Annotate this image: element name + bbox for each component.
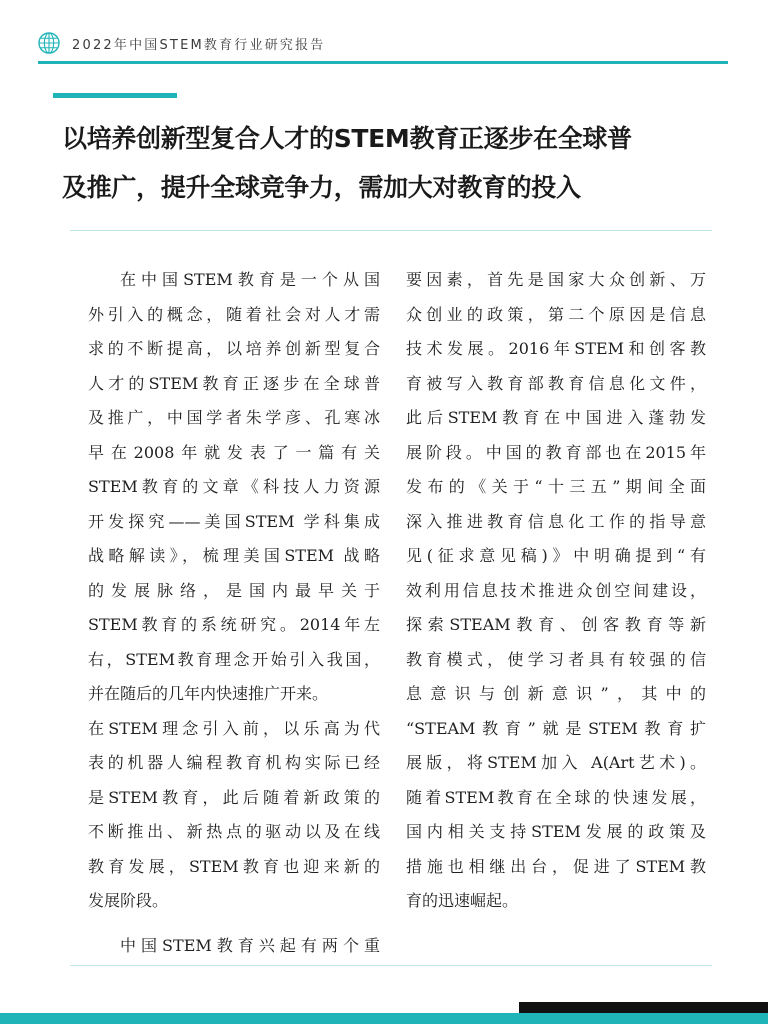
body-text-line: 战略解读》，梳理美国STEM 战略 bbox=[88, 546, 380, 565]
body-text-line: 人才的STEM教育正逐步在全球普 bbox=[88, 373, 380, 393]
report-title: 2022年中国STEM教育行业研究报告 bbox=[72, 37, 326, 53]
body-text-line: 并在随后的几年内快速推广开来。 bbox=[88, 684, 329, 703]
headline-accent-bar bbox=[53, 93, 177, 98]
body-text-line: 右，STEM教育理念开始引入我国， bbox=[88, 649, 380, 669]
body-text-line: 求的不断提高，以培养创新型复合 bbox=[88, 339, 380, 358]
body-text-line: 及推广，中国学者朱学彦、孔寒冰 bbox=[88, 408, 380, 427]
body-text-line: 是STEM教育，此后随着新政策的 bbox=[88, 787, 380, 807]
body-text-line: 措施也相继出台，促进了STEM教 bbox=[406, 856, 706, 876]
headline-line: 及推广，提升全球竞争力，需加大对教育的投入 bbox=[62, 173, 581, 202]
globe-icon bbox=[38, 32, 60, 54]
page-headline bbox=[62, 114, 734, 212]
content-bottom-divider bbox=[70, 965, 712, 966]
body-text-line: “STEAM教育”就是STEM教育扩 bbox=[406, 718, 706, 738]
body-text-line: 表的机器人编程教育机构实际已经 bbox=[88, 753, 380, 772]
body-text-line: 效利用信息技术推进众创空间建设， bbox=[406, 580, 706, 600]
body-text-line: 众创业的政策，第二个原因是信息 bbox=[406, 304, 706, 324]
body-text-line: 发展阶段。 bbox=[88, 891, 169, 910]
body-text-line: 要因素，首先是国家大众创新、万 bbox=[406, 270, 706, 289]
body-text-line: 早在2008年就发表了一篇有关 bbox=[88, 442, 380, 462]
body-text-line: STEM教育的文章《科技人力资源 bbox=[88, 477, 380, 496]
body-text-line: 探索STEAM教育、创客教育等新 bbox=[406, 615, 706, 634]
body-text-line: 在STEM理念引入前，以乐高为代 bbox=[88, 718, 380, 738]
footer-dark-band bbox=[519, 1002, 768, 1013]
body-text-line: 教育发展，STEM教育也迎来新的 bbox=[88, 856, 380, 876]
body-text-line: 外引入的概念，随着社会对人才需 bbox=[88, 304, 380, 324]
body-text-line: 开发探究——美国STEM 学科集成 bbox=[88, 511, 380, 531]
body-text-line: 国内相关支持STEM发展的政策及 bbox=[406, 822, 706, 841]
content-top-divider bbox=[70, 230, 712, 231]
body-text-line: 深入推进教育信息化工作的指导意 bbox=[406, 511, 706, 531]
body-text-line: 发布的《关于“十三五”期间全面 bbox=[406, 477, 706, 496]
body-left-column bbox=[88, 263, 380, 963]
body-text-line: STEM教育的系统研究。2014年左 bbox=[88, 615, 380, 634]
header-divider bbox=[38, 61, 728, 64]
body-right-column bbox=[406, 263, 706, 919]
body-text-line: 中国STEM教育兴起有两个重 bbox=[120, 935, 380, 955]
body-text-line: 技术发展。2016年STEM和创客教 bbox=[406, 339, 706, 358]
headline-line: 以培养创新型复合人才的STEM教育正逐步在全球普 bbox=[62, 124, 632, 153]
body-text-line: 展阶段。中国的教育部也在2015年 bbox=[406, 442, 706, 462]
body-text-line: 在中国STEM教育是一个从国 bbox=[120, 270, 380, 289]
body-text-line: 展版，将STEM加入 A(Art艺术)。 bbox=[406, 753, 706, 772]
body-text-line: 此后STEM教育在中国进入蓬勃发 bbox=[406, 408, 706, 427]
body-text-line: 的发展脉络，是国内最早关于 bbox=[88, 580, 380, 600]
body-text-line: 育的迅速崛起。 bbox=[406, 891, 519, 910]
page-header bbox=[38, 28, 326, 58]
body-text-line: 见(征求意见稿)》中明确提到“有 bbox=[406, 546, 706, 565]
body-text-line: 教育模式，使学习者具有较强的信 bbox=[406, 649, 706, 669]
body-text-line: 随着STEM教育在全球的快速发展， bbox=[406, 787, 706, 807]
body-text-line: 育被写入教育部教育信息化文件， bbox=[406, 373, 706, 393]
footer-teal-band bbox=[0, 1013, 768, 1024]
body-text-line: 不断推出、新热点的驱动以及在线 bbox=[88, 822, 380, 841]
body-text-line: 息意识与创新意识”，其中的 bbox=[406, 684, 706, 703]
